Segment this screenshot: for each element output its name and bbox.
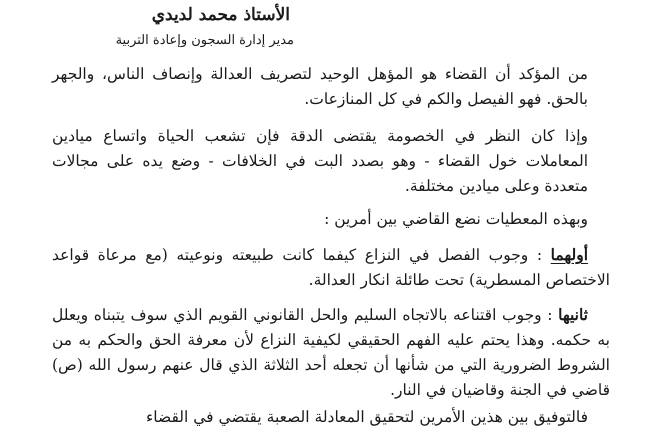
second-matter-label: ثانيها bbox=[558, 305, 588, 324]
paragraph-text: من المؤكد أن القضاء هو المؤهل الوحيد لتصريف العدالة وإنصاف الناس، والجهر بالحق. فهو الفيصل والكم في كل المنازعات. bbox=[52, 65, 588, 108]
paragraph-complexity bbox=[52, 124, 610, 199]
author-position: مدير إدارة السجون وإعادة التربية bbox=[115, 33, 294, 48]
paragraph-text: وبهذه المعطيات نضع القاضي بين أمرين : bbox=[324, 210, 588, 228]
first-matter-text: : وجوب الفصل في النزاع كيفما كانت طبيعته ونوعيته (مع مرعاة قواعد الاختصاص المسطرية) تحت طائلة انكار العدالة. bbox=[52, 246, 610, 289]
first-matter-label: أولهما bbox=[550, 245, 588, 264]
paragraph-first-matter bbox=[52, 242, 610, 293]
paragraph-text: فالتوفيق بين هذين الأمرين لتحقيق المعادلة الصعبة يقتضي في القضاء bbox=[146, 408, 588, 426]
paragraph-reconciliation bbox=[52, 405, 610, 430]
author-name: الأستاذ محمد لديدي bbox=[151, 5, 290, 25]
second-matter-text: : وجوب اقتناعه بالاتجاه السليم والحل القانوني القويم الذي سوف يتبناه ويعلل به حكمه. وهذا يحتم عليه الفهم الحقيقي لكيفية النزاع لأن معرفة الحق والحكم به من الشروط الضرورية التي من شأنها أن تجعله أحد الثلاثة الذي قال عنهم رسول الله (ص) قاضي في الجنة وقاضيان في النار. bbox=[52, 306, 610, 399]
paragraph-text: وإذا كان النظر في الخصومة يقتضى الدقة فإن تشعب الحياة واتساع ميادين المعاملات خول القضاء - وهو بصدد البت في الخلافات - وضع يده على مجالات متعددة وعلى ميادين مختلفة. bbox=[52, 127, 588, 195]
paragraph-two-matters bbox=[52, 207, 610, 232]
paragraph-intro bbox=[52, 62, 610, 112]
paragraph-second-matter bbox=[52, 302, 610, 403]
